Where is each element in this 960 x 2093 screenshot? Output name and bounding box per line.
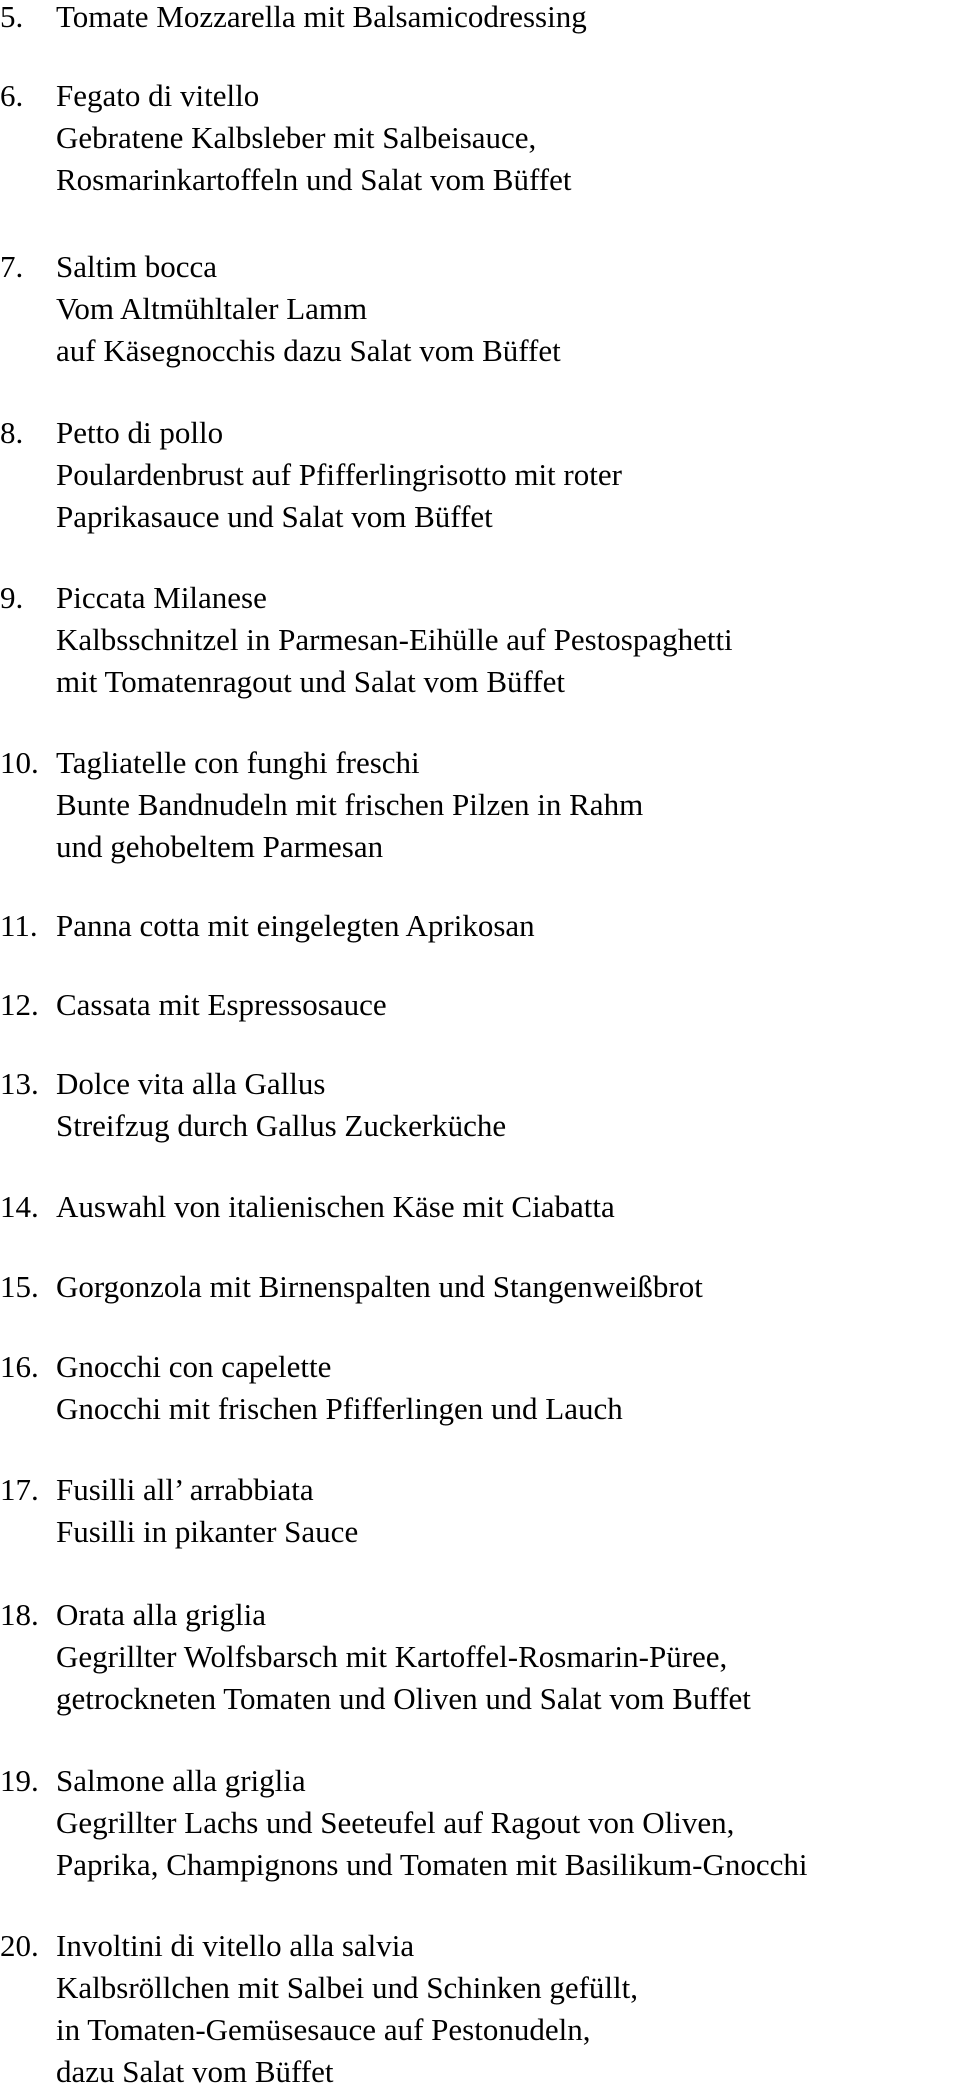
menu-item-text xyxy=(56,246,960,372)
menu-item-text xyxy=(56,1063,960,1147)
menu-item-number: 11. xyxy=(0,908,38,943)
dish-description-line: Kalbsröllchen mit Salbei und Schinken gefüllt, xyxy=(56,1970,639,2005)
dish-title: Fusilli all’ arrabbiata xyxy=(56,1472,314,1507)
menu-item-number: 6. xyxy=(0,78,24,113)
menu-item-text xyxy=(56,1266,960,1308)
dish-description-line: Vom Altmühltaler Lamm xyxy=(56,291,368,326)
menu-item-number: 5. xyxy=(0,0,24,34)
menu-item-number: 17. xyxy=(0,1472,39,1507)
dish-title: Dolce vita alla Gallus xyxy=(56,1066,326,1101)
menu-item-number: 8. xyxy=(0,415,24,450)
menu-item-text xyxy=(56,1469,960,1553)
dish-description-line: Gegrillter Lachs und Seeteufel auf Ragout von Oliven, xyxy=(56,1805,735,1840)
menu-item-text xyxy=(56,0,960,38)
dish-title: Auswahl von italienischen Käse mit Ciabatta xyxy=(56,1189,615,1224)
menu-item-number: 9. xyxy=(0,580,24,615)
dish-title: Gnocchi con capelette xyxy=(56,1349,332,1384)
menu-item-number: 15. xyxy=(0,1269,39,1304)
menu-item-text xyxy=(56,577,960,703)
menu-item-number: 16. xyxy=(0,1349,39,1384)
dish-title: Petto di pollo xyxy=(56,415,224,450)
dish-description-line: Kalbsschnitzel in Parmesan-Eihülle auf Pestospaghetti xyxy=(56,622,733,657)
dish-description-line: Gebratene Kalbsleber mit Salbeisauce, xyxy=(56,120,537,155)
menu-item-text xyxy=(56,1186,960,1228)
dish-title: Piccata Milanese xyxy=(56,580,267,615)
menu-item-text xyxy=(56,412,960,538)
menu-item-text xyxy=(56,742,960,868)
dish-description-line: Bunte Bandnudeln mit frischen Pilzen in Rahm xyxy=(56,787,644,822)
dish-description-line: Gegrillter Wolfsbarsch mit Kartoffel-Rosmarin-Püree, xyxy=(56,1639,728,1674)
menu-item-text xyxy=(56,905,960,947)
menu-item-text xyxy=(56,1760,960,1886)
menu-item-text xyxy=(56,1346,960,1430)
dish-description-line: Paprika, Champignons und Tomaten mit Basilikum-Gnocchi xyxy=(56,1847,808,1882)
dish-description-line: auf Käsegnocchis dazu Salat vom Büffet xyxy=(56,333,561,368)
menu-item-text xyxy=(56,1925,960,2093)
dish-description-line: Gnocchi mit frischen Pfifferlingen und Lauch xyxy=(56,1391,623,1426)
dish-description-line: Streifzug durch Gallus Zuckerküche xyxy=(56,1108,507,1143)
menu-item-number: 12. xyxy=(0,987,39,1022)
dish-description-line: Paprikasauce und Salat vom Büffet xyxy=(56,499,493,534)
menu-item-text xyxy=(56,1594,960,1720)
dish-title: Gorgonzola mit Birnenspalten und Stangenweißbrot xyxy=(56,1269,703,1304)
dish-description-line: Poulardenbrust auf Pfifferlingrisotto mit roter xyxy=(56,457,622,492)
menu-item-number: 13. xyxy=(0,1066,39,1101)
menu-item-text xyxy=(56,984,960,1026)
menu-item-number: 19. xyxy=(0,1763,39,1798)
menu-item-number: 7. xyxy=(0,249,24,284)
dish-title: Salmone alla griglia xyxy=(56,1763,306,1798)
dish-title: Saltim bocca xyxy=(56,249,217,284)
dish-title: Panna cotta mit eingelegten Aprikosan xyxy=(56,908,535,943)
menu-item-text xyxy=(56,75,960,201)
dish-title: Tagliatelle con funghi freschi xyxy=(56,745,420,780)
dish-title: Tomate Mozzarella mit Balsamicodressing xyxy=(56,0,587,34)
dish-description-line: Fusilli in pikanter Sauce xyxy=(56,1514,359,1549)
dish-title: Fegato di vitello xyxy=(56,78,260,113)
dish-title: Orata alla griglia xyxy=(56,1597,267,1632)
menu-item-number: 20. xyxy=(0,1928,39,1963)
dish-description-line: getrockneten Tomaten und Oliven und Salat vom Buffet xyxy=(56,1681,751,1716)
menu-item-number: 18. xyxy=(0,1597,39,1632)
menu-item-number: 10. xyxy=(0,745,39,780)
dish-title: Cassata mit Espressosauce xyxy=(56,987,387,1022)
dish-title: Involtini di vitello alla salvia xyxy=(56,1928,415,1963)
dish-description-line: Rosmarinkartoffeln und Salat vom Büffet xyxy=(56,162,572,197)
menu-item-number: 14. xyxy=(0,1189,39,1224)
dish-description-line: mit Tomatenragout und Salat vom Büffet xyxy=(56,664,565,699)
dish-description-line: in Tomaten-Gemüsesauce auf Pestonudeln, xyxy=(56,2012,591,2047)
dish-description-line: und gehobeltem Parmesan xyxy=(56,829,384,864)
dish-description-line: dazu Salat vom Büffet xyxy=(56,2054,334,2089)
